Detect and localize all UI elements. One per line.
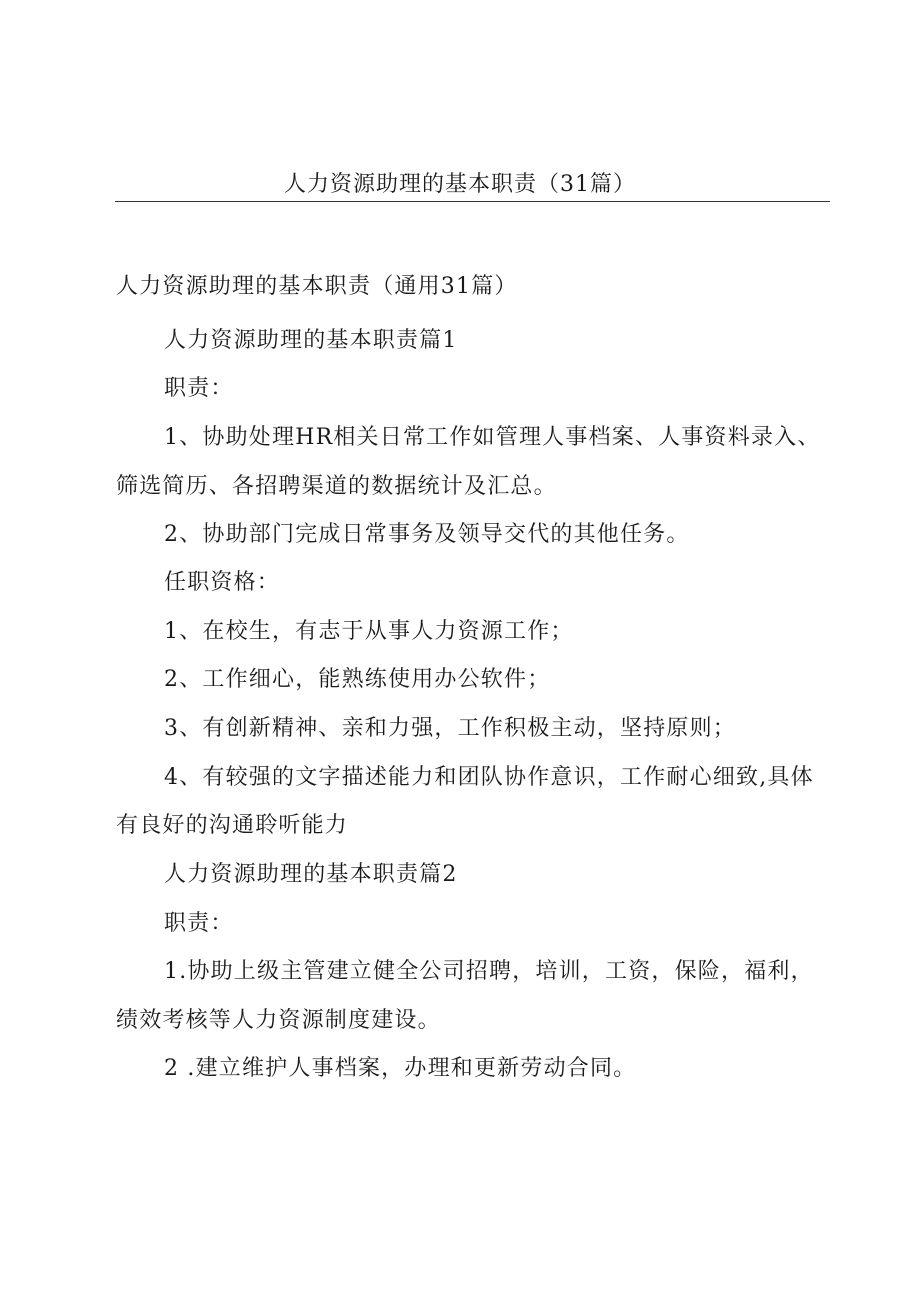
- section2-duties-label: 职责：: [164, 911, 234, 936]
- section2-duty1-line1: 1.协助上级主管建立健全公司招聘，培训，工资，保险，福利，: [164, 959, 814, 984]
- section1-qual4-line1: 4、有较强的文字描述能力和团队协作意识，工作耐心细致,具体: [164, 765, 814, 790]
- section1-qual1: 1、在校生，有志于从事人力资源工作；: [164, 619, 574, 644]
- section2-duty1-line2: 绩效考核等人力资源制度建设。: [116, 1008, 441, 1033]
- section1-duty1-line1: 1、协助处理HR相关日常工作如管理人事档案、人事资料录入、: [164, 425, 821, 450]
- document-title: 人力资源助理的基本职责（通用31篇）: [116, 274, 518, 299]
- section1-qual2: 2、工作细心，能熟练使用办公软件；: [164, 667, 551, 692]
- section1-qual4-line2: 有良好的沟通聆听能力: [116, 813, 349, 838]
- section2-heading: 人力资源助理的基本职责篇2: [164, 862, 458, 887]
- section1-duty1-line2: 筛选简历、各招聘渠道的数据统计及汇总。: [116, 474, 557, 499]
- header-divider: [115, 201, 830, 202]
- section1-duty2: 2、协助部门完成日常事务及领导交代的其他任务。: [164, 522, 690, 547]
- page-header-title: 人力资源助理的基本职责（31篇）: [284, 172, 636, 197]
- section1-heading: 人力资源助理的基本职责篇1: [164, 328, 458, 353]
- section1-qualifications-label: 任职资格：: [164, 570, 281, 595]
- section1-qual3: 3、有创新精神、亲和力强，工作积极主动，坚持原则；: [164, 716, 736, 741]
- section2-duty2: 2 .建立维护人事档案，办理和更新劳动合同。: [164, 1056, 637, 1081]
- section1-duties-label: 职责：: [164, 376, 234, 401]
